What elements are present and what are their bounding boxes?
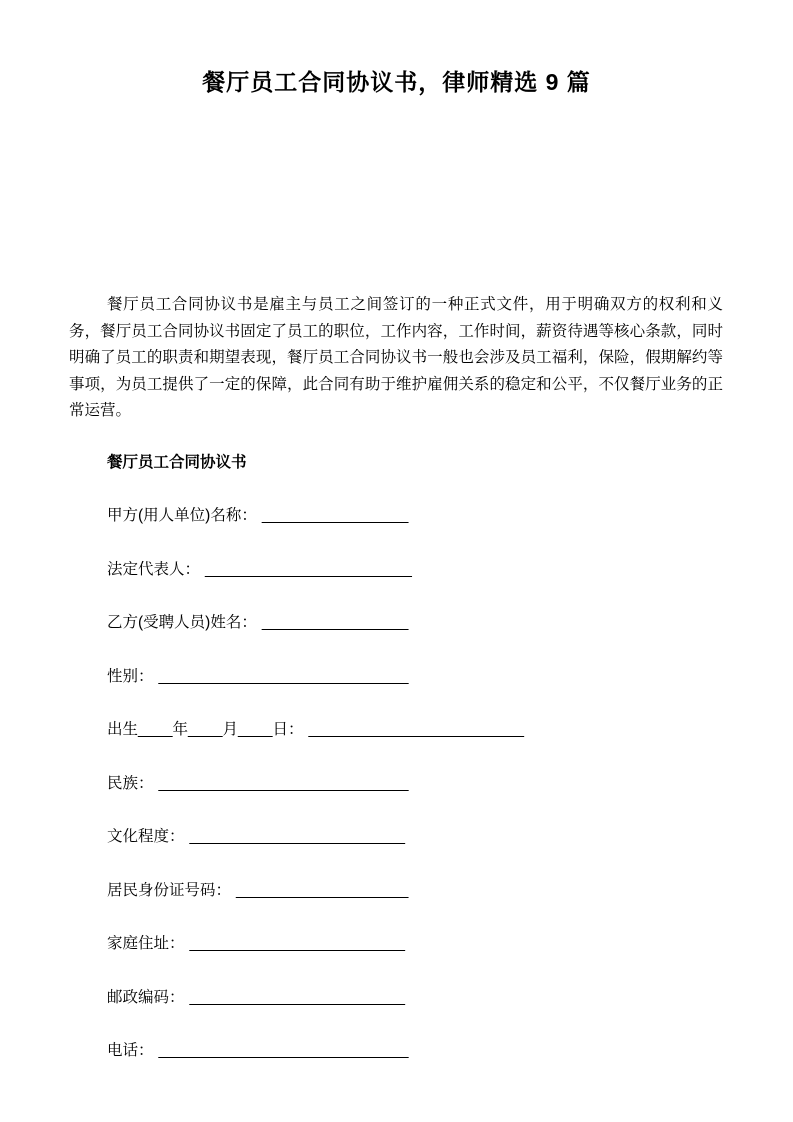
field-blank-line: _________________________ <box>189 828 406 845</box>
field-label: 乙方(受聘人员)姓名： <box>107 614 257 631</box>
field-row-id-number <box>107 878 793 905</box>
field-row-education-level <box>107 824 793 851</box>
field-label: 居民身份证号码： <box>107 881 232 899</box>
field-row-gender <box>107 664 793 691</box>
field-row-phone <box>107 1038 793 1065</box>
field-label: 出生____年____月____日： <box>107 721 304 738</box>
field-label: 家庭住址： <box>107 935 185 952</box>
field-row-ethnicity <box>107 771 793 798</box>
field-blank-line: _____________________________ <box>158 1042 409 1059</box>
form-fields <box>0 503 793 1065</box>
field-label: 民族： <box>107 774 154 792</box>
field-row-employee-name <box>107 610 793 637</box>
section-title: 餐厅员工合同协议书 <box>107 453 247 471</box>
field-blank-line: _____________________________ <box>158 667 409 685</box>
field-label: 电话： <box>107 1042 154 1059</box>
field-label: 法定代表人： <box>107 560 201 578</box>
field-blank-line: ________________________ <box>205 560 412 578</box>
field-label: 邮政编码： <box>107 988 185 1006</box>
field-label: 甲方(用人单位)名称： <box>107 507 257 524</box>
field-blank-line: ____________________ <box>236 881 409 899</box>
field-blank-line: _____________________________ <box>158 774 409 792</box>
field-row-employer-name <box>107 503 793 530</box>
field-blank-line: _________________________ <box>189 988 406 1006</box>
field-row-birth-date <box>107 717 793 744</box>
field-blank-line: _________________________ <box>189 935 406 952</box>
field-label: 文化程度： <box>107 828 185 845</box>
field-blank-line: _________________ <box>261 507 409 524</box>
page-title: 餐厅员工合同协议书，律师精选 9 篇 <box>202 69 591 95</box>
field-row-home-address <box>107 931 793 958</box>
field-row-postal-code <box>107 985 793 1012</box>
intro-paragraph: 餐厅员工合同协议书是雇主与员工之间签订的一种正式文件，用于明确双方的权利和义务，餐厅员工合同协议书固定了员工的职位，工作内容，工作时间，薪资待遇等核心条款，同时明确了员工的职责和期望表现，餐厅员工合同协议书一般也会涉及员工福利，保险，假期解约等事项，为员工提供了一定的保障，此合同有助于维护雇佣关系的稳定和公平，不仅餐厅业务的正常运营。 <box>69 296 723 419</box>
field-blank-line: _________________________ <box>308 721 524 738</box>
field-row-legal-representative <box>107 557 793 584</box>
field-label: 性别： <box>107 667 154 685</box>
field-blank-line: _________________ <box>261 614 409 631</box>
